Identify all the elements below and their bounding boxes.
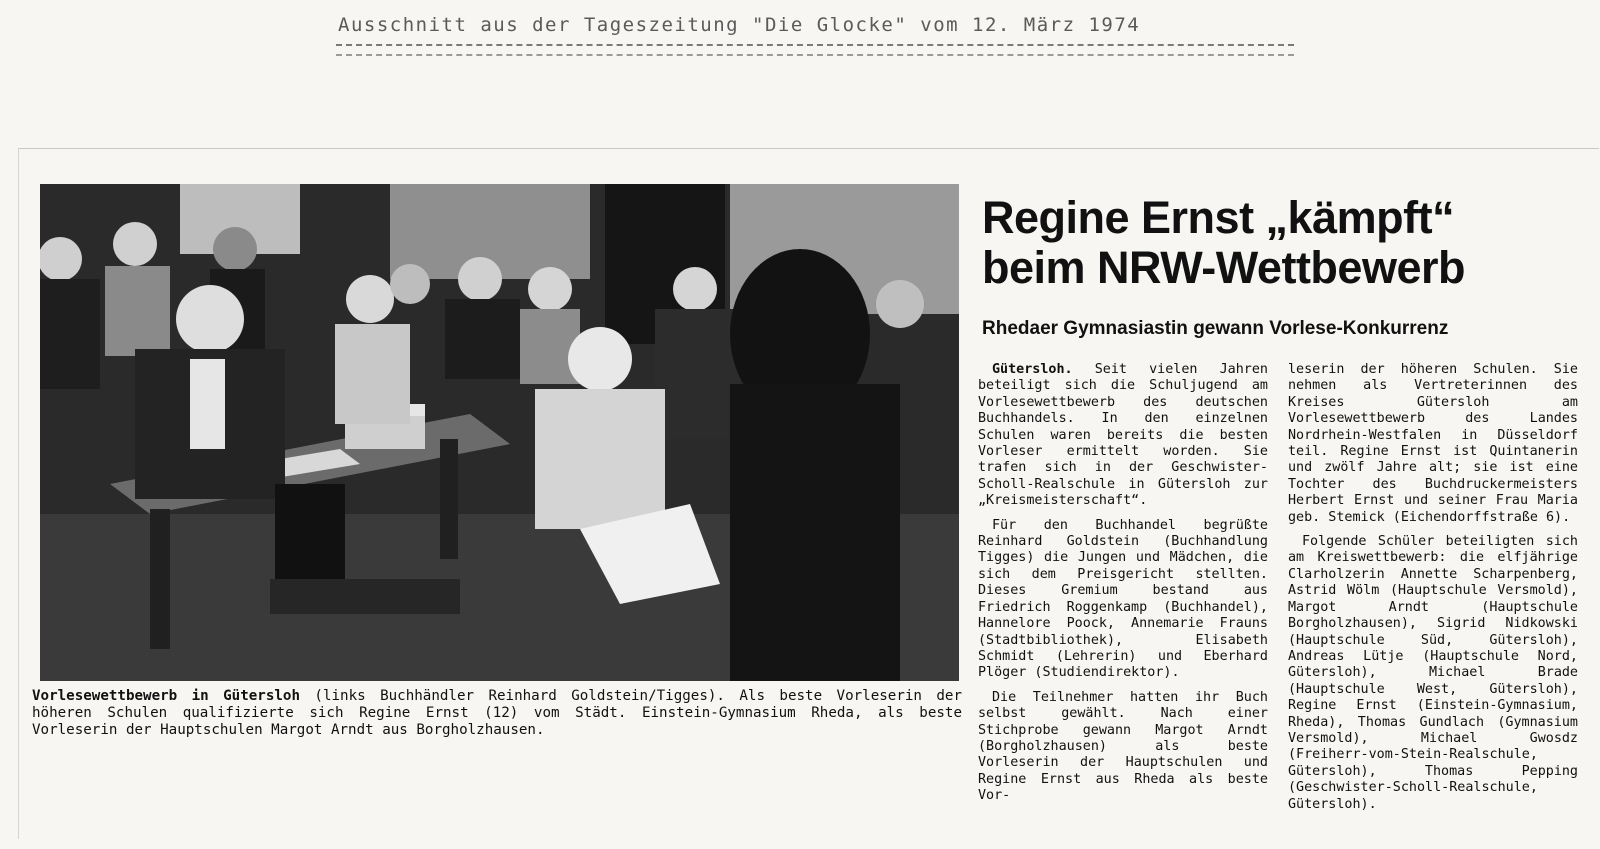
headline [982,193,1582,293]
article-column-1 [978,362,1268,813]
header-underline [336,44,1294,56]
paragraph: Folgende Schüler beteiligten sich am Kreiswettbewerb: die elfjährige Clarholzerin Annette Scharpenberg, Astrid Wölm (Hauptschule Versmold), Margot Arndt (Hauptschule Borgholzhausen), Sigrid Nidkowski (Hauptschule Süd, Gütersloh), Andreas Lütje (Hauptschule Nord, Gütersloh), Michael Brade (Hauptschule West, Gütersloh), Regine Ernst (Einstein-Gymnasium, Rheda), Thomas Gundlach (Gymnasium Versmold), Michael Gwosdz (Freiherr-vom-Stein-Realschule, Gütersloh), Thomas Pepping (Geschwister-Scholl-Realschule, Gütersloh). [1288,534,1578,812]
dateline: Gütersloh. [992,362,1073,377]
paragraph: leserin der höheren Schulen. Sie nehmen als Vertreterinnen des Kreises Gütersloh am Vorlesewettbewerb des Landes Nordrhein-Westfalen in Düsseldorf teil. Regine Ernst ist Quintanerin und zwölf Jahre alt; sie ist eine Tochter des Buchdruckermeisters Herbert Ernst und seiner Frau Maria geb. Stemick (Eichendorffstraße 6). [1288,362,1578,525]
paragraph: Für den Buchhandel begrüßte Reinhard Goldstein (Buchhandlung Tigges) die Jungen und Mädchen, die sich dem Preisgericht stellten. Dieses Gremium bestand aus Friedrich Roggenkamp (Buchhandel), Hannelore Poock, Annemarie Frauns (Stadtbibliothek), Elisabeth Schmidt (Lehrerin) und Eberhard Plöger (Studiendirektor). [978,517,1268,681]
headline-line-1: Regine Ernst „kämpft“ [982,192,1455,243]
article-photo [40,184,959,681]
subheadline: Rhedaer Gymnasiastin gewann Vorlese-Konkurrenz [982,318,1449,339]
paragraph [978,362,1268,510]
paragraph: Die Teilnehmer hatten ihr Buch selbst gewählt. Nach einer Stichprobe gewann Margot Arndt (Borgholzhausen) als beste Vorleserin der Hauptschulen und Regine Ernst aus Rheda als beste Vor- [978,689,1268,804]
caption-lead: Vorlesewettbewerb in Gütersloh [32,688,300,704]
headline-line-2: beim NRW-Wettbewerb [982,242,1465,293]
article-column-2 [1288,362,1578,821]
photo-caption [32,688,962,739]
source-line: Ausschnitt aus der Tageszeitung "Die Glocke" vom 12. März 1974 [338,14,1141,36]
paragraph-text: Seit vielen Jahren beteiligt sich die Schuljugend am Vorlesewettbewerb des deutschen Buchhandels. In den einzelnen Schulen waren bereits die besten Vorleser ermittelt worden. Sie trafen sich in der Geschwister-Scholl-Realschule in Gütersloh zur „Kreismeisterschaft“. [978,362,1268,509]
caption-text: (links Buchhändler Reinhard Goldstein/Tigges). Als beste Vorleserin der höheren Schulen qualifizierte sich Regine Ernst (12) vom Städt. Einstein-Gymnasium Rheda, als beste Vorleserin der Hauptschulen Margot Arndt aus Borgholzhausen. [32,688,962,738]
classroom-photo-illustration [40,184,959,681]
